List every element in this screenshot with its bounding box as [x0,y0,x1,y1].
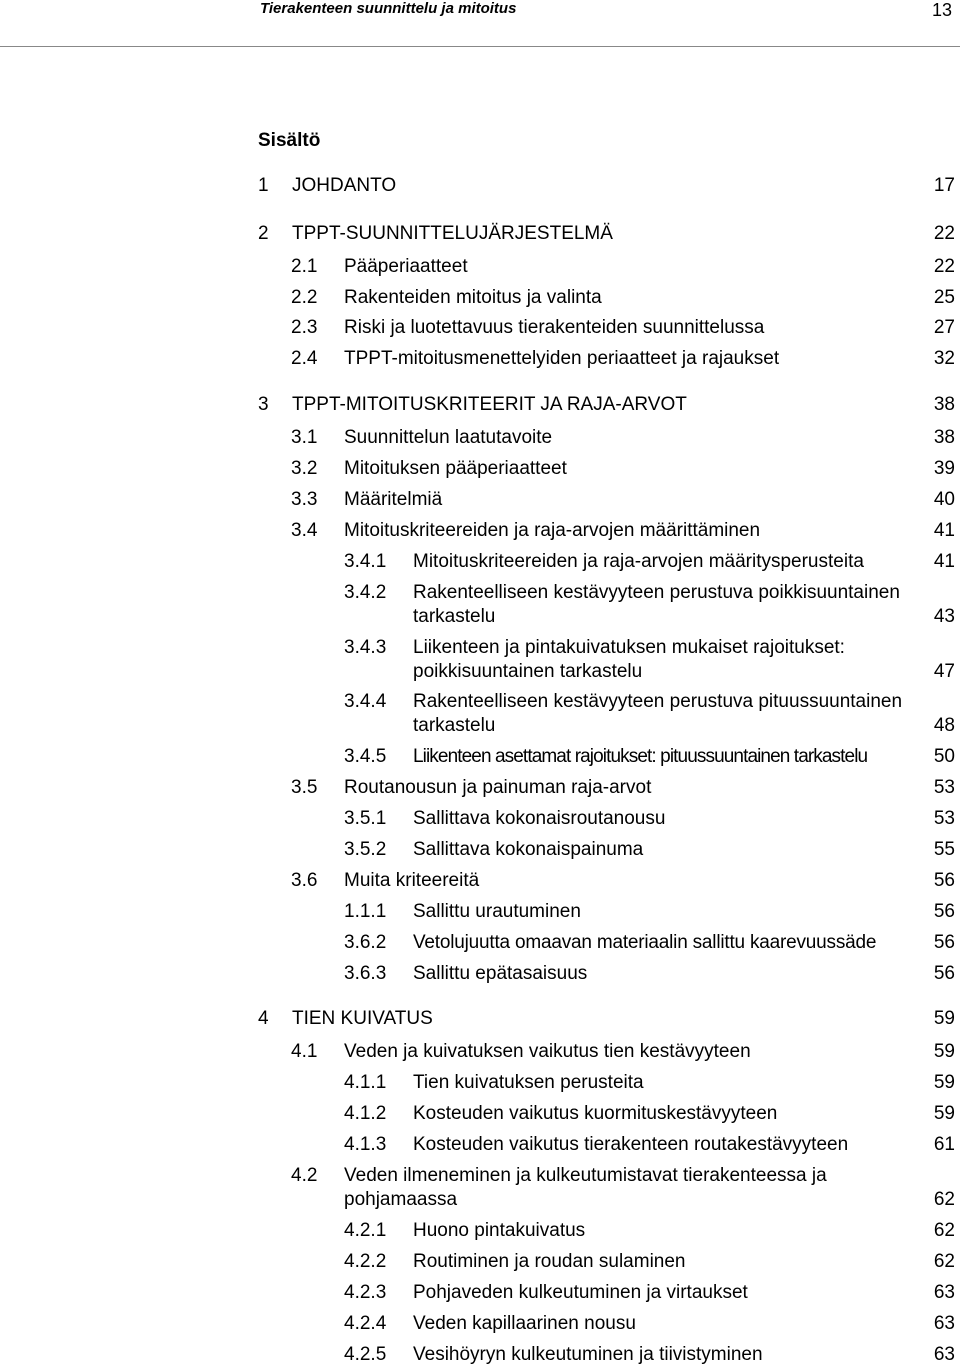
toc-entry-page: 39 [933,458,955,479]
toc-entry-text-continued: tarkastelu [413,715,496,736]
toc-entry-number: 4.1.1 [344,1072,387,1093]
toc-entry-number: 4.2.3 [344,1282,387,1303]
toc-entry-number: 3.6 [291,870,318,891]
toc-entry-page: 55 [933,839,955,860]
toc-entry-page: 41 [933,520,955,541]
toc-entry-text: Sallittava kokonaispainuma [413,839,644,860]
toc-entry-number: 3.5.2 [344,839,387,860]
toc-entry-text: Suunnittelun laatutavoite [344,427,553,448]
toc-entry-text: Rakenteelliseen kestävyyteen perustuva pituussuuntainen [413,691,903,712]
toc-entry-text: Mitoituskriteereiden ja raja-arvojen määritysperusteita [413,551,864,572]
toc-entry-number: 1.1.1 [344,901,387,922]
toc-title: Sisältö [258,130,321,151]
toc-entry-text: Rakenteiden mitoitus ja valinta [344,287,602,308]
toc-entry-page: 27 [933,317,955,338]
toc-entry-page: 53 [933,777,955,798]
toc-entry-number: 2.4 [291,348,318,369]
toc-entry-page: 53 [933,808,955,829]
toc-entry-page: 38 [933,427,955,448]
toc-entry-text: Veden kapillaarinen nousu [413,1313,636,1334]
toc-entry-number: 4.2.4 [344,1313,387,1334]
toc-entry-number: 4.1 [291,1041,318,1062]
toc-entry-number: 2.1 [291,256,318,277]
toc-entry-page: 32 [933,348,955,369]
toc-entry-number: 3.2 [291,458,318,479]
toc-entry-text: Huono pintakuivatus [413,1220,586,1241]
toc-entry-text: Pääperiaatteet [344,256,468,277]
toc-entry-text: Veden ja kuivatuksen vaikutus tien kestävyyteen [344,1041,751,1062]
toc-entry-text: Tien kuivatuksen perusteita [413,1072,644,1093]
toc-entry-number: 3.4.4 [344,691,387,712]
toc-entry-page: 17 [933,175,955,196]
toc-entry-text-continued: poikkisuuntainen tarkastelu [413,661,643,682]
toc-entry-text-continued: tarkastelu [413,606,496,627]
toc-entry-number: 2.3 [291,317,318,338]
toc-entry-page: 48 [933,715,955,736]
toc-entry-page: 56 [933,963,955,984]
toc-entry-number: 2.2 [291,287,318,308]
toc-entry-page: 62 [933,1189,955,1210]
toc-entry-page: 63 [933,1313,955,1334]
toc-entry-number: 4.2.1 [344,1220,387,1241]
toc-entry-page: 62 [933,1220,955,1241]
toc-entry-page: 56 [933,901,955,922]
toc-entry-text: Muita kriteereitä [344,870,480,891]
toc-entry-number: 3 [258,394,269,415]
toc-entry-text: JOHDANTO [292,175,397,196]
toc-entry-text: Mitoituskriteereiden ja raja-arvojen määrittäminen [344,520,761,541]
toc-entry-number: 3.1 [291,427,318,448]
toc-entry-text: Routanousun ja painuman raja-arvot [344,777,652,798]
toc-entry-number: 4.2 [291,1165,318,1186]
header-divider [0,46,960,47]
toc-entry-page: 40 [933,489,955,510]
toc-entry-number: 4.1.3 [344,1134,387,1155]
toc-entry-page: 59 [933,1008,955,1029]
toc-entry-page: 62 [933,1251,955,1272]
toc-entry-text: Sallittu urautuminen [413,901,581,922]
toc-entry-text: Vetolujuutta omaavan materiaalin sallittu kaarevuussäde [413,932,877,953]
toc-entry-page: 38 [933,394,955,415]
toc-entry-number: 1 [258,175,269,196]
toc-entry-number: 4.2.2 [344,1251,387,1272]
toc-entry-text-continued: pohjamaassa [344,1189,458,1210]
toc-entry-text: Sallittu epätasaisuus [413,963,588,984]
running-header [0,0,960,48]
toc-entry-page: 43 [933,606,955,627]
toc-entry-text: Liikenteen ja pintakuivatuksen mukaiset rajoitukset: [413,637,845,658]
page-number: 13 [931,0,952,20]
toc-entry-text: Sallittava kokonaisroutanousu [413,808,666,829]
toc-entry-number: 3.5 [291,777,318,798]
toc-entry-number: 3.4.2 [344,582,387,603]
toc-entry-number: 3.4.1 [344,551,387,572]
toc-entry-text: Vesihöyryn kulkeutuminen ja tiivistyminen [413,1344,763,1365]
toc-entry-page: 22 [933,256,955,277]
toc-entry-text: Määritelmiä [344,489,443,510]
toc-entry-text: TPPT-MITOITUSKRITEERIT JA RAJA-ARVOT [292,394,687,415]
toc-entry-number: 3.6.2 [344,932,387,953]
toc-entry-text: TIEN KUIVATUS [292,1008,433,1029]
toc-entry-number: 3.4.3 [344,637,387,658]
toc-entry-text: Kosteuden vaikutus tierakenteen routakestävyyteen [413,1134,849,1155]
toc-entry-text: Routiminen ja roudan sulaminen [413,1251,686,1272]
toc-entry-number: 3.4.5 [344,746,387,767]
toc-entry-page: 59 [933,1072,955,1093]
toc-entry-number: 4.1.2 [344,1103,387,1124]
toc-entry-page: 22 [933,223,955,244]
toc-entry-text: Kosteuden vaikutus kuormituskestävyyteen [413,1103,778,1124]
toc-entry-page: 25 [933,287,955,308]
toc-entry-number: 2 [258,223,269,244]
toc-entry-page: 50 [933,746,955,767]
toc-entry-page: 59 [933,1103,955,1124]
toc-entry-page: 56 [933,870,955,891]
toc-entry-number: 4.2.5 [344,1344,387,1365]
toc-entry-page: 41 [933,551,955,572]
toc-entry-text: Rakenteelliseen kestävyyteen perustuva poikkisuuntainen [413,582,900,603]
toc-entry-number: 3.4 [291,520,318,541]
toc-entry-text: Pohjaveden kulkeutuminen ja virtaukset [413,1282,748,1303]
toc-entry-text: Riski ja luotettavuus tierakenteiden suunnittelussa [344,317,765,338]
toc-entry-text: TPPT-SUUNNITTELUJÄRJESTELMÄ [292,223,613,244]
toc-entry-page: 61 [933,1134,955,1155]
toc-entry-number: 3.5.1 [344,808,387,829]
toc-entry-page: 56 [933,932,955,953]
toc-entry-number: 4 [258,1008,269,1029]
toc-entry-text: TPPT-mitoitusmenettelyiden periaatteet ja rajaukset [344,348,780,369]
toc-entry-page: 63 [933,1344,955,1365]
toc-entry-page: 63 [933,1282,955,1303]
toc-entry-text: Veden ilmeneminen ja kulkeutumistavat tierakenteessa ja [344,1165,827,1186]
toc-entry-number: 3.3 [291,489,318,510]
toc-entry-text: Liikenteen asettamat rajoitukset: pituussuuntainen tarkastelu [413,746,868,767]
toc-entry-number: 3.6.3 [344,963,387,984]
toc-entry-text: Mitoituksen pääperiaatteet [344,458,567,479]
toc-entry-page: 47 [933,661,955,682]
toc-entry-page: 59 [933,1041,955,1062]
running-title: Tierakenteen suunnittelu ja mitoitus [260,0,517,17]
